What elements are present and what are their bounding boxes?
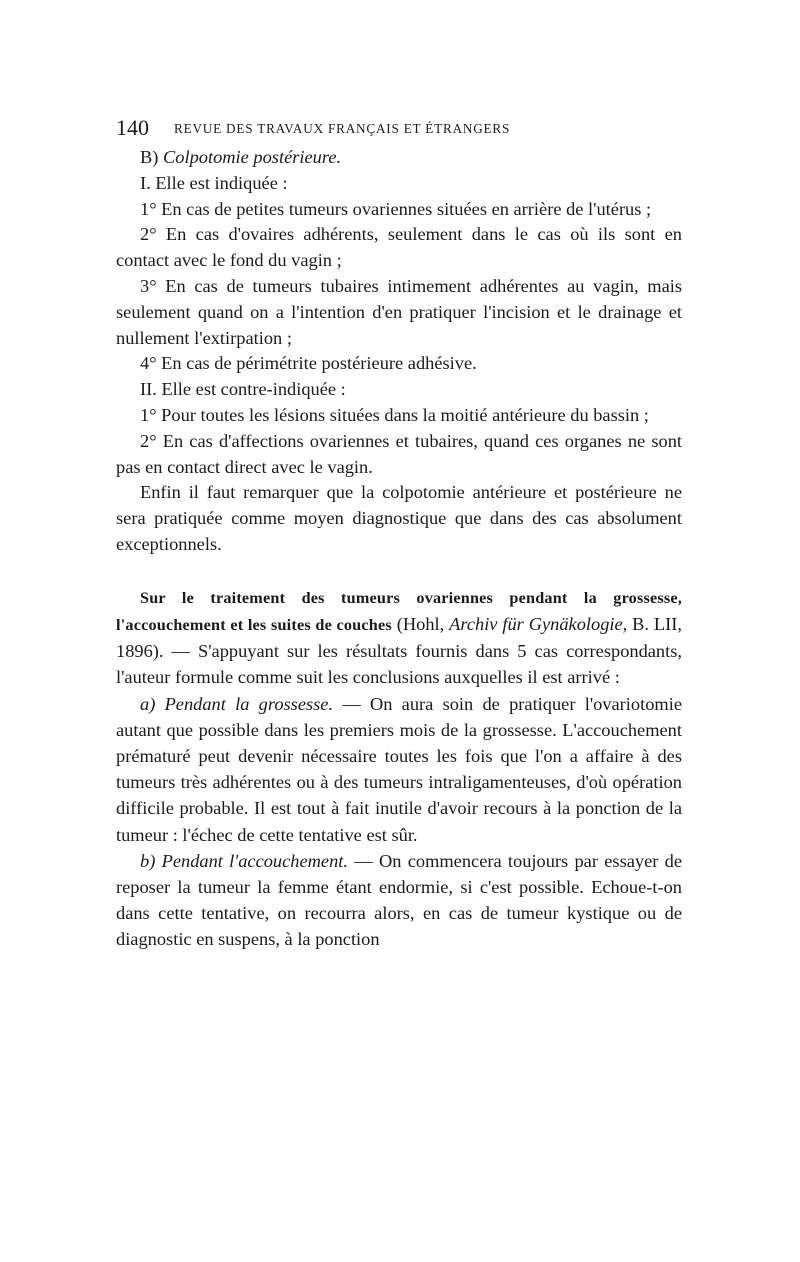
indication-item: 1° En cas de petites tumeurs ovariennes situées en arrière de l'utérus ; [140, 198, 652, 219]
article-author: (Hohl, [391, 613, 450, 634]
section-heading-prefix: B) [140, 147, 159, 167]
section-conclusion: Enfin il faut remarquer que la colpotomie antérieure et postérieure ne sera pratiquée comme moyen diagnostique que dans des cas absolument exceptionnels. [116, 482, 682, 554]
section-heading-text: Colpotomie postérieure. [163, 147, 342, 167]
body-text [116, 145, 682, 953]
contraindication-item: 1° Pour toutes les lésions situées dans la moitié antérieure du bassin ; [140, 404, 649, 425]
article-point-b [116, 848, 682, 953]
contraindications-heading: II. Elle est contre-indiquée : [140, 379, 346, 400]
running-head [116, 116, 682, 140]
point-a-text: — On aura soin de pratiquer l'ovariotomie autant que possible dans les premiers mois de la grossesse. L'accouchement prématuré peut devenir nécessaire toutes les fois que l'on a affaire à des tumeurs très adhérentes ou à des tumeurs intraligamenteuses, d'où opération difficile probable. Il est tout à fait inutile d'avoir recours à la ponction de la tumeur : l'échec de cette tentative est sûr. [116, 693, 682, 845]
article-citation: , B. LII, 1896). — S'appuyant sur les résultats fournis dans 5 cas correspondants, l'auteur formule comme suit les conclusions auxquelles il est arrivé : [116, 613, 682, 688]
section-heading [116, 145, 682, 171]
point-b-text: — On commencera toujours par essayer de reposer la tumeur la femme étant endormie, si c'est possible. Echoue-t-on dans cette tentative, on recourra alors, en cas de tumeur kystique ou de diagnostic en suspens, à la ponction [116, 850, 683, 950]
article-title: Sur le traitement des tumeurs ovariennes pendant la grossesse, l'accouchement et les suites de couches [116, 588, 682, 634]
page-number: 140 [116, 115, 149, 140]
indication-item: 4° En cas de périmétrite postérieure adhésive. [140, 353, 477, 374]
article-journal: Archiv für Gynäkologie [449, 613, 623, 634]
article-review [116, 584, 682, 953]
running-title: REVUE DES TRAVAUX FRANÇAIS ET ÉTRANGERS [174, 121, 511, 136]
point-a-label: a) Pendant la grossesse. [140, 693, 334, 714]
contraindication-item: 2° En cas d'affections ovariennes et tubaires, quand ces organes ne sont pas en contact direct avec le vagin. [116, 430, 682, 477]
section-gap [116, 558, 682, 584]
indication-item: 3° En cas de tumeurs tubaires intimement adhérentes au vagin, mais seulement quand on a l'intention d'en pratiquer l'incision et le drainage et nullement l'extirpation ; [116, 275, 682, 348]
article-point-a [116, 691, 682, 848]
point-b-label: b) Pendant l'accouchement. [140, 850, 348, 871]
indications-heading: I. Elle est indiquée : [140, 172, 288, 193]
indication-item: 2° En cas d'ovaires adhérents, seulement dans le cas où ils sont en contact avec le fond du vagin ; [116, 224, 682, 271]
article-intro [116, 584, 682, 691]
